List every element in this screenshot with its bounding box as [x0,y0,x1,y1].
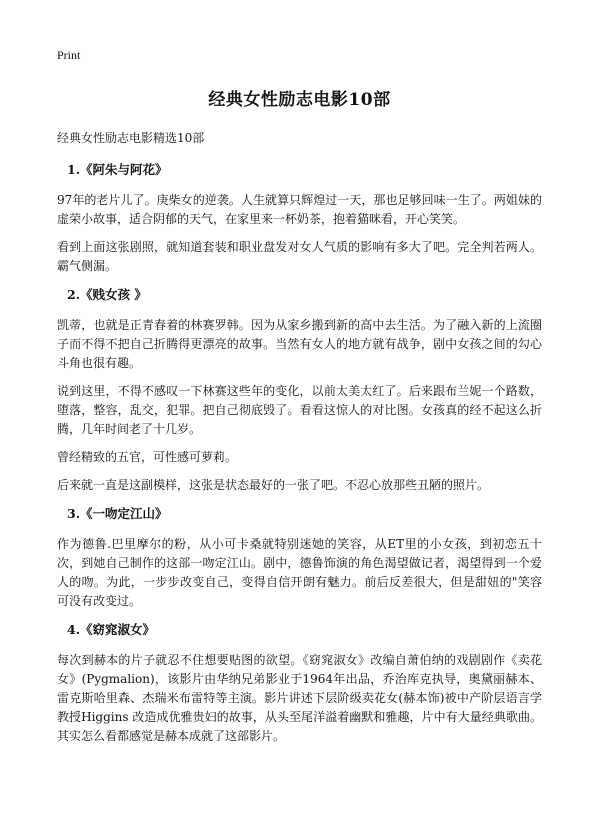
section-heading: 4.《窈窕淑女》 [67,622,156,637]
paragraph: 凯蒂，也就是正青春着的林赛罗韩。因为从家乡搬到新的高中去生活。为了融入新的上流圈子而不得不把自己折腾得更漂亮的故事。当然有女人的地方就有战争，剧中女孩之间的勾心斗角也很有趣。 [57,318,542,370]
paragraph: 曾经精致的五官，可性感可萝莉。 [57,450,238,464]
paragraph: 看到上面这张剧照，就知道套装和职业盘发对女人气质的影响有多大了吧。完全判若两人。霸气侧漏。 [57,240,542,273]
paragraph: 97年的老片儿了。庚柴女的逆袭。人生就算只辉煌过一天，那也足够回味一生了。两姐妹的虚荣小故事，适合阴郁的天气，在家里来一杯奶茶，抱着猫咪看，开心笑笑。 [57,193,542,226]
paragraph: 后来就一直是这副模样，这张是状态最好的一张了吧。不忍心放那些丑陋的照片。 [57,478,490,492]
paragraph: 说到这里，不得不感叹一下林赛这些年的变化，以前太美太红了。后来跟布兰妮一个路数，堕落，整容，乱交，犯罪。把自己彻底毁了。看看这惊人的对比图。女孩真的经不起这么折腾，几年时间老了十几岁。 [57,384,542,436]
paragraph: 每次到赫本的片子就忍不住想要贴图的欲望。《窈窕淑女》改编自萧伯纳的戏剧剧作《卖花女》(Pygmalion)，该影片由华纳兄弟影业于1964年出品，乔治库克执导，奥黛丽赫本、雷克斯哈里森、杰瑞米布雷特等主演。影片讲述下层阶级卖花女(赫本饰)被中产阶层语言学教授Higgins 改造成优雅贵妇的故事，从头至尾洋溢着幽默和雅趣，片中有大量经典歌曲。其实怎么看都感觉是赫本成就了这部影片。 [57,653,542,743]
section-1 [57,160,542,276]
page-title: 经典女性励志电影10部 [208,90,391,110]
paragraph: 作为德鲁.巴里摩尔的粉，从小可卡桑就特别迷她的笑容，从ET里的小女孩，到初恋五十次，到她自己制作的这部一吻定江山。剧中，德鲁饰演的角色渴望做记者，渴望得到一个爱人的吻。为此，一步步改变自己，变得自信开朗有魅力。前后反差很大，但是甜妞的"笑容可没有改变过。 [57,537,542,608]
section-4 [57,620,542,746]
section-2 [57,285,542,495]
section-heading: 2.《贱女孩 》 [67,287,147,302]
section-3 [57,504,542,611]
document-subtitle: 经典女性励志电影精选10部 [57,131,205,145]
section-heading: 1.《阿朱与阿花》 [67,162,168,177]
section-heading: 3.《一吻定江山》 [67,506,168,521]
print-link[interactable]: Print [57,48,81,62]
